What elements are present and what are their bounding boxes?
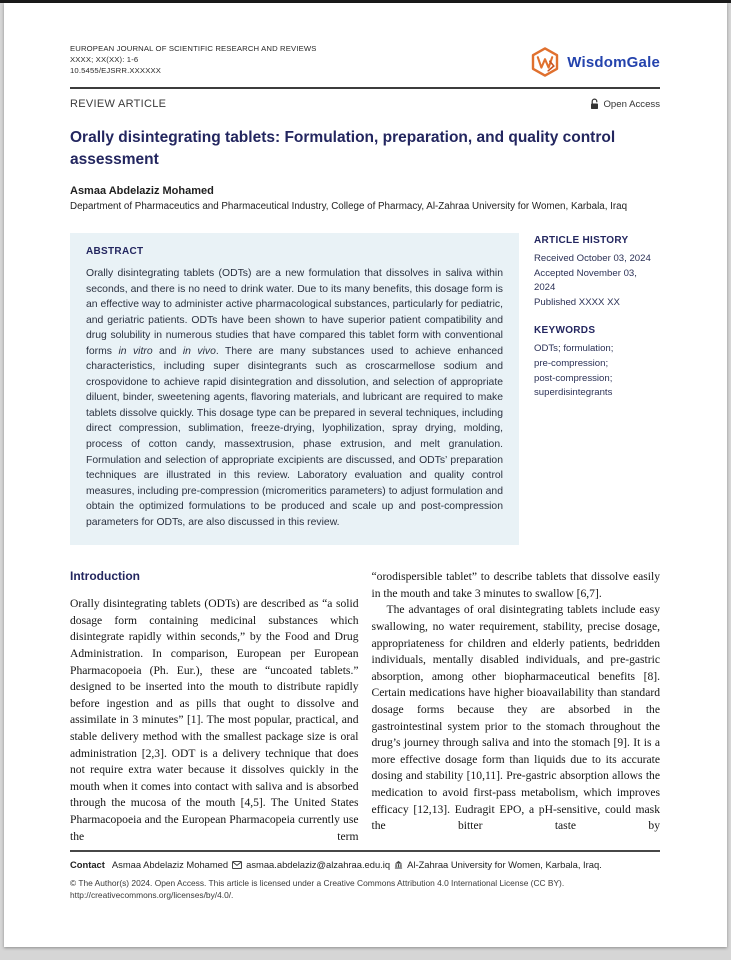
footer-divider bbox=[70, 850, 660, 852]
keyword-line: pre-compression; bbox=[534, 357, 609, 369]
page-content bbox=[70, 44, 660, 845]
body-left-column bbox=[70, 569, 359, 845]
keyword-line: ODTs; formulation; bbox=[534, 343, 614, 355]
article-type-row bbox=[70, 98, 660, 110]
history-received: Received October 03, 2024 bbox=[534, 253, 651, 264]
contact-label: Contact bbox=[70, 859, 105, 870]
publisher-logo bbox=[529, 46, 660, 78]
article-meta-sidebar bbox=[534, 233, 660, 545]
license-text: © The Author(s) 2024. Open Access. This article is licensed under a Creative Commons Attribution 4.0 International License (CC BY). bbox=[70, 878, 565, 888]
open-access-badge bbox=[590, 98, 660, 110]
journal-doi: 10.5455/EJSRR.XXXXXX bbox=[70, 65, 162, 75]
article-title: Orally disintegrating tablets: Formulation, preparation, and quality control assessment bbox=[70, 129, 616, 168]
keywords-heading: KEYWORDS bbox=[534, 325, 596, 337]
history-accepted: Accepted November 03, 2024 bbox=[534, 267, 637, 294]
header bbox=[70, 44, 660, 78]
institution-icon bbox=[394, 860, 403, 869]
abstract-heading: ABSTRACT bbox=[86, 246, 144, 257]
abstract-text: Orally disintegrating tablets (ODTs) are a new formulation that dissolves in saliva within seconds, and there is no need to drink water. Due to its many benefits, this dosage form is an effective way to administer active pharmacological substances, particularly for pediatric, and geriatric patients. ODTs have been shown to have superior patient compatibility and drug solubility in numerous studies that have compared this tablet form with conventional forms in vitro and in vivo. There are many substances used to achieve enhanced characteristics, including super disintegrants such as croscarmellose sodium and crospovidone to achieve rapid disintegration and dissolution, and selection of appropriate diluent, binder, sweetening agents, flavoring materials, and lubricant are required to make tablets dissolve quickly. This dosage type can be prepared in several techniques, including direct compression, sublimation, freeze-drying, lyophilization, spray drying, molding, process of cotton candy, massextrusion, phase extrusion, and melt granulation. Formulation and selection of appropriate excipients are discussed, and ODTs’ preparation techniques are illustrated in this review. Laboratory evaluation and quality control measures, including pre-compression (micromeritics parameters) to adjust formulation and obtain the optimized formulations to be produced and scale up and post-compression parameters for ODTs, are also discussed in this review. bbox=[86, 268, 503, 528]
article-history-heading: ARTICLE HISTORY bbox=[534, 235, 629, 246]
license-url-link[interactable]: http://creativecommons.org/licenses/by/4.0/. bbox=[70, 889, 234, 900]
journal-name: EUROPEAN JOURNAL OF SCIENTIFIC RESEARCH AND REVIEWS bbox=[70, 44, 317, 53]
abstract-box bbox=[70, 233, 519, 545]
journal-issue: XXXX; XX(XX): 1-6 bbox=[70, 54, 139, 64]
introduction-heading: Introduction bbox=[70, 569, 140, 584]
page-footer bbox=[70, 850, 660, 901]
keyword-line: post-compression; bbox=[534, 372, 613, 384]
keywords-list bbox=[534, 342, 660, 400]
body-paragraph: “orodispersible tablet” to describe tablets that dissolve easily in the mouth and take 3 minutes to swallow [6,7]. bbox=[371, 570, 660, 600]
article-page bbox=[4, 3, 727, 947]
envelope-icon bbox=[232, 861, 242, 869]
body-right-column bbox=[372, 569, 661, 845]
publisher-name: WisdomGale bbox=[567, 53, 660, 71]
body-paragraph: Orally disintegrating tablets (ODTs) are described as “a solid dosage form containing medicinal substances which disintegrate rapidly within seconds,” by the Food and Drug Administration. In comparison, European per European Pharmacopoeia (Ph. Eur.), these are “uncoated tablets.” designed to be inserted into the mouth to distribute rapidly before ingestion and as pills that ought to dissolve and assimilate in 3 minutes” [1]. The most popular, practical, and stable delivery method with the smallest package size is oral administration [2,3]. ODT is a delivery technique that does not require extra water because it dissolves quickly in the mouth when it comes into contact with saliva and is absorbed through the mucosa of the mouth [4,5]. The United States Pharmacopoeia and the European Pharmacopeia currently use the term bbox=[70, 597, 359, 843]
abstract-section bbox=[70, 233, 660, 545]
history-published: Published XXXX XX bbox=[534, 296, 620, 308]
license-note bbox=[70, 878, 660, 901]
wisdomgale-logo-icon bbox=[529, 46, 561, 78]
body-columns bbox=[70, 569, 660, 845]
contact-email-link[interactable]: asmaa.abdelaziz@alzahraa.edu.iq bbox=[246, 859, 391, 870]
contact-name: Asmaa Abdelaziz Mohamed bbox=[111, 859, 229, 870]
article-history-entries bbox=[534, 252, 660, 310]
open-access-label: Open Access bbox=[603, 98, 660, 110]
contact-affiliation: Al-Zahraa University for Women, Karbala, Iraq. bbox=[407, 859, 602, 870]
header-divider bbox=[70, 87, 660, 89]
body-paragraph: The advantages of oral disintegrating tablets include easy swallowing, no water requirement, stability, precise dosage, appropriateness for children and elderly patients, bedridden individuals, mentally disabled individuals, and pre-gastric absorption, among other biopharmaceutical benefits [8]. Certain medications have higher bioavailability than standard dosage forms because they are absorbed in the gastrointestinal system prior to the stomach throughout the drug’s journey through saliva and into the stomach [9]. It is a more effective dosage form than liquids due to its accurate dosing and stability [10,11]. Pre-gastric absorption allows the medication to avoid first-pass metabolism, which improves efficacy [12,13]. Eudragit EPO, a pH-sensitive, could mask the bitter taste by bbox=[371, 603, 660, 833]
journal-info bbox=[70, 44, 317, 76]
open-lock-icon bbox=[590, 98, 599, 110]
author-affiliation: Department of Pharmaceutics and Pharmaceutical Industry, College of Pharmacy, Al-Zahraa University for Women, Karbala, Iraq bbox=[70, 201, 628, 212]
author-name: Asmaa Abdelaziz Mohamed bbox=[70, 185, 214, 197]
contact-line bbox=[70, 859, 660, 870]
article-type-label: REVIEW ARTICLE bbox=[70, 98, 167, 110]
keyword-line: superdisintegrants bbox=[534, 387, 613, 399]
